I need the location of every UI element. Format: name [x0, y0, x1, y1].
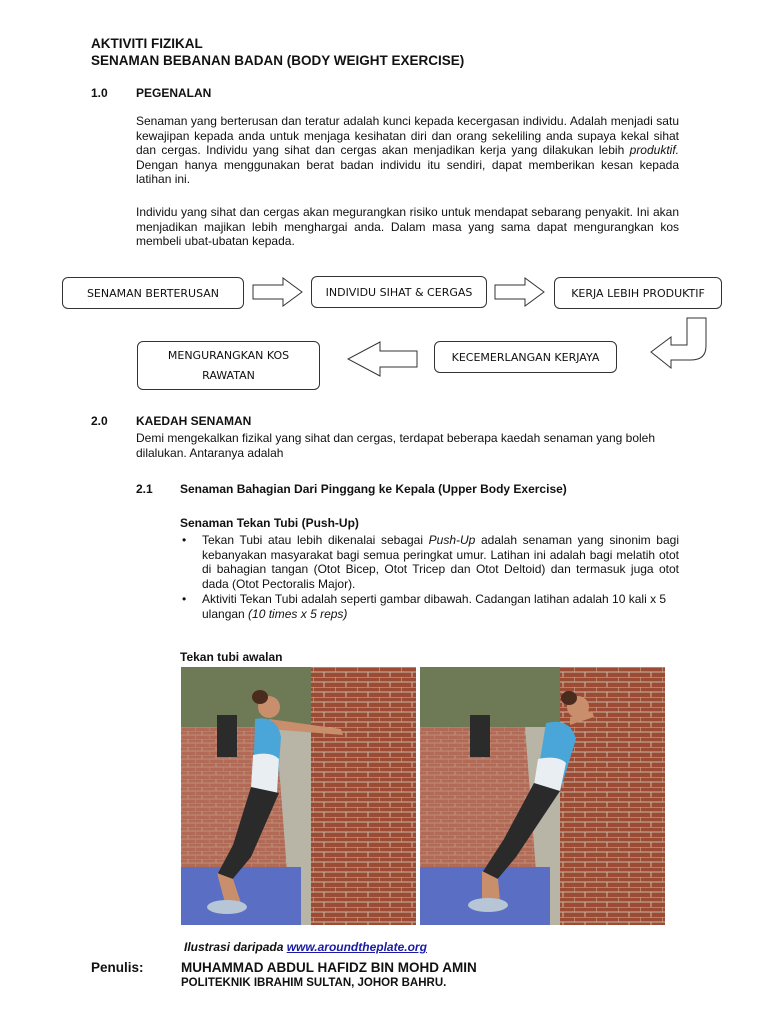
flow-box-individu-sihat: INDIVIDU SIHAT & CERGAS — [311, 276, 487, 308]
exercise-bullet-list — [180, 533, 679, 623]
flow-box-senaman-berterusan: SENAMAN BERTERUSAN — [62, 277, 244, 309]
flow-box-kerja-produktif: KERJA LEBIH PRODUKTIF — [554, 277, 722, 309]
list-item: • Aktiviti Tekan Tubi adalah seperti gambar dibawah. Cadangan latihan adalah 10 kali x 5 ulangan (10 times x 5 reps) — [180, 592, 679, 621]
intro-paragraph-2: Individu yang sihat dan cergas akan megurangkan risiko untuk mendapat sebarang penyakit. Ini akan menjadikan majikan lebih menghargai anda. Dalam masa yang sama dapat mengurangkan kos membeli ubat-ubatan kepada. — [136, 205, 679, 249]
illustration-credit: Ilustrasi daripada www.aroundtheplate.org — [184, 940, 427, 954]
exercise-title: Senaman Tekan Tubi (Push-Up) — [180, 516, 359, 530]
intro-paragraph-1: Senaman yang berterusan dan teratur adalah kunci kepada kecergasan individu. Adalah menjadi satu kewajipan kepada anda untuk menjaga kesihatan diri dan orang sekeliling anda supaya kekal sihat dan cergas. Individu yang sihat dan cergas akan menjadikan kerja yang dilakukan lebih produktif. Dengan hanya menggunakan berat badan individu itu sendiri, dapat memberikan kesan kepada latihan ini. — [136, 114, 679, 187]
subsection-number: 2.1 — [136, 482, 153, 496]
subsection-title: Senaman Bahagian Dari Pinggang ke Kepala (Upper Body Exercise) — [180, 482, 567, 496]
left-arrow-icon — [347, 341, 419, 377]
section-title: PEGENALAN — [136, 86, 212, 100]
methods-intro: Demi mengekalkan fizikal yang sihat dan cergas, terdapat beberapa kaedah senaman yang boleh dilalukan. Antaranya adalah — [136, 431, 655, 460]
author-label: Penulis: — [91, 960, 144, 975]
author-name: MUHAMMAD ABDUL HAFIDZ BIN MOHD AMIN — [181, 960, 477, 975]
document-title-line1: AKTIVITI FIZIKAL — [91, 36, 203, 51]
right-arrow-icon — [252, 277, 304, 307]
author-institution: POLITEKNIK IBRAHIM SULTAN, JOHOR BAHRU. — [181, 977, 447, 989]
section-number: 2.0 — [91, 414, 108, 428]
section-title: KAEDAH SENAMAN — [136, 414, 252, 428]
flow-box-mengurangkan-kos: MENGURANGKAN KOS RAWATAN — [137, 341, 320, 390]
credit-link[interactable]: www.aroundtheplate.org — [286, 940, 427, 954]
pushup-down-photo — [420, 667, 665, 925]
pushup-start-photo — [181, 667, 416, 925]
flow-box-kecemerlangan: KECEMERLANGAN KERJAYA — [434, 341, 617, 373]
document-title-line2: SENAMAN BEBANAN BADAN (BODY WEIGHT EXERCISE) — [91, 53, 465, 68]
photo-caption: Tekan tubi awalan — [180, 650, 283, 664]
right-arrow-icon — [494, 277, 546, 307]
section-number: 1.0 — [91, 86, 108, 100]
curved-arrow-icon — [649, 316, 709, 370]
list-item: • Tekan Tubi atau lebih dikenalai sebagai Push-Up adalah senaman yang sinonim bagi kebanyakan masyarakat bagi semua peringkat umur. Latihan ini adalah bagi melatih otot di bahagian tangan (Otot Bicep, Otot Tricep dan Otot Deltoid) dan termasuk juga otot dada (Otot Pectoralis Major). — [180, 533, 679, 591]
